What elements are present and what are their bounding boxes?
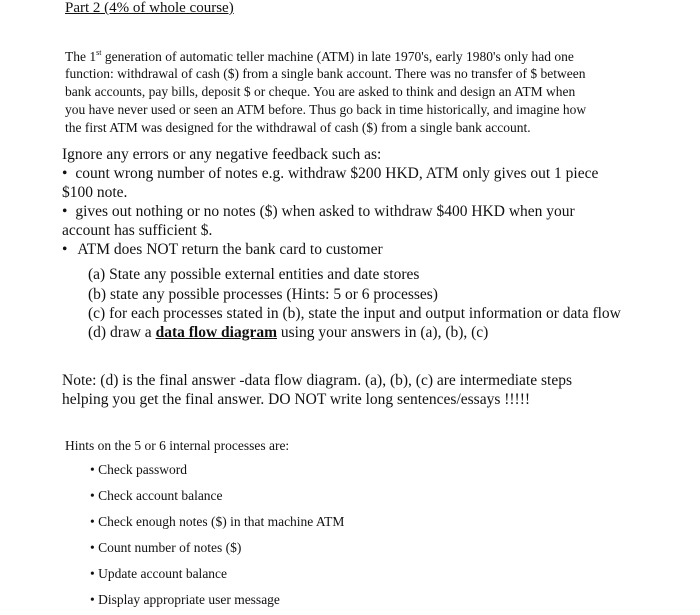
bullet-icon: • xyxy=(90,566,95,581)
intro-line-4: you have never used or seen an ATM before. Thus go back in time historically, and imagine how xyxy=(65,102,587,117)
bullet-icon: • xyxy=(62,203,68,220)
bullet-icon: • xyxy=(90,592,95,607)
hint-item: • Update account balance xyxy=(90,566,228,581)
ignore-bullet-2: • gives out nothing or no notes ($) when asked to withdraw $400 HKD when your xyxy=(62,203,575,220)
hint-item: • Count number of notes ($) xyxy=(90,540,242,555)
bullet-icon: • xyxy=(62,165,68,182)
note-line-2: helping you get the final answer. DO NOT write long sentences/essays !!!!! xyxy=(62,391,531,408)
hint-item: • Check password xyxy=(90,462,187,477)
task-c: (c) for each processes stated in (b), state the input and output information or data flow xyxy=(88,305,621,322)
ignore-bullet-3: • ATM does NOT return the bank card to customer xyxy=(62,241,383,258)
intro-line-1: The 1st generation of automatic teller machine (ATM) in late 1970's, early 1980's only had one xyxy=(65,48,574,64)
task-a: (a) State any possible external entities and date stores xyxy=(88,266,420,283)
hint-item: • Check account balance xyxy=(90,488,223,503)
ignore-intro: Ignore any errors or any negative feedback such as: xyxy=(62,146,382,163)
task-b: (b) state any possible processes (Hints: 5 or 6 processes) xyxy=(88,286,438,303)
ignore-bullet-2-cont: account has sufficient $. xyxy=(62,222,213,239)
bullet-icon: • xyxy=(90,514,95,529)
bullet-icon: • xyxy=(62,241,68,258)
bullet-icon: • xyxy=(90,540,95,555)
ignore-bullet-1: • count wrong number of notes e.g. withdraw $200 HKD, ATM only gives out 1 piece xyxy=(62,165,599,182)
hint-item: • Display appropriate user message xyxy=(90,592,280,607)
note-line-1: Note: (d) is the final answer -data flow diagram. (a), (b), (c) are intermediate steps xyxy=(62,372,572,389)
task-d: (d) draw a data flow diagram using your answers in (a), (b), (c) xyxy=(88,324,489,341)
bullet-icon: • xyxy=(90,488,95,503)
hint-item: • Check enough notes ($) in that machine ATM xyxy=(90,514,345,529)
hints-title: Hints on the 5 or 6 internal processes are: xyxy=(65,438,290,453)
intro-line-3: bank accounts, pay bills, deposit $ or cheque. You are asked to think and design an ATM when xyxy=(65,84,576,99)
intro-line-2: function: withdrawal of cash ($) from a single bank account. There was no transfer of $ between xyxy=(65,66,586,81)
intro-line-5: the first ATM was designed for the withdrawal of cash ($) from a single bank account. xyxy=(65,120,531,135)
bullet-icon: • xyxy=(90,462,95,477)
dfd-emphasis: data flow diagram xyxy=(155,324,277,341)
ignore-bullet-1-cont: $100 note. xyxy=(62,184,128,201)
page-heading: Part 2 (4% of whole course) xyxy=(65,0,234,16)
